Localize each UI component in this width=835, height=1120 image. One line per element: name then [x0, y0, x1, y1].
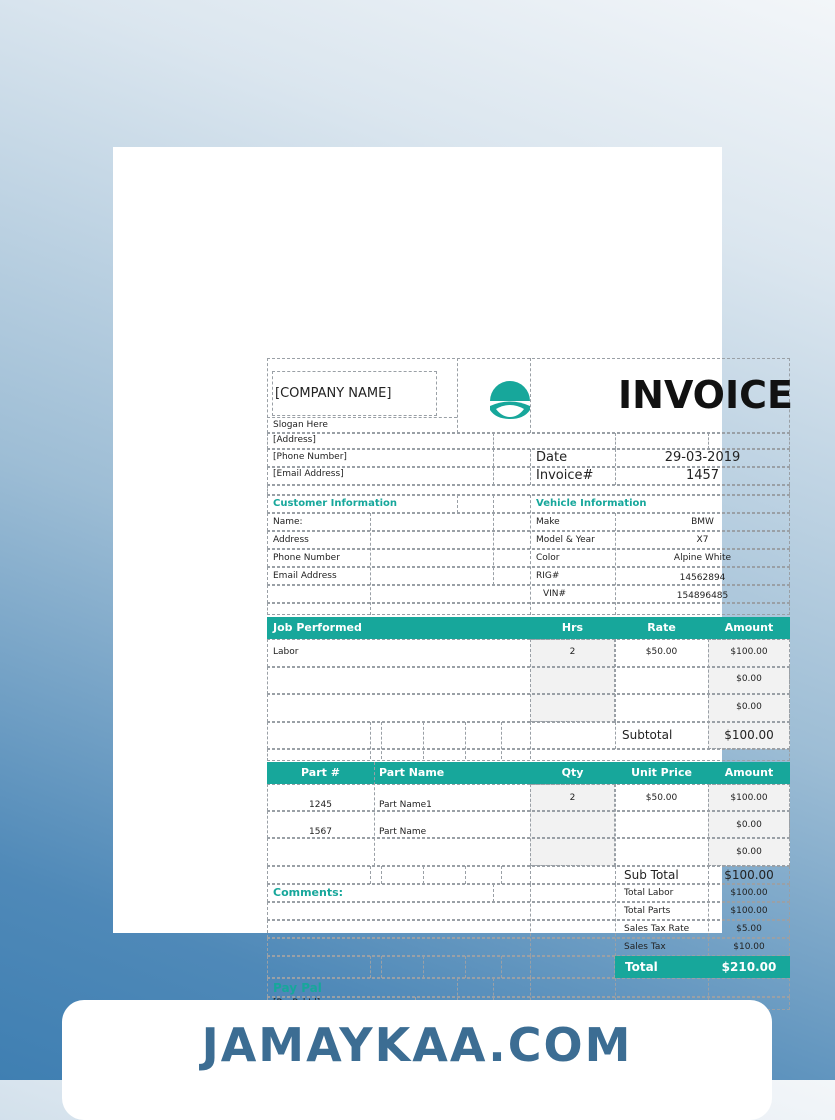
divider — [493, 495, 494, 513]
vehicle-model-label: Model & Year — [536, 535, 595, 545]
divider — [530, 884, 531, 956]
customer-info-heading: Customer Information — [273, 498, 398, 509]
total-label: Total — [625, 960, 658, 974]
job-subtotal-value: $100.00 — [724, 728, 774, 742]
divider — [493, 449, 494, 485]
total-labor-label: Total Labor — [624, 888, 674, 898]
job-row-1-rate: $50.00 — [645, 647, 678, 657]
parts-header-qty: Qty — [561, 766, 584, 779]
paypal-row — [267, 978, 790, 997]
divider — [465, 866, 466, 884]
customer-phone-label: Phone Number — [273, 553, 340, 563]
spacer-row — [267, 749, 790, 761]
divider — [708, 433, 709, 449]
divider — [457, 495, 458, 513]
vehicle-make-value: BMW — [691, 517, 714, 527]
vehicle-vin-label: VIN# — [543, 589, 567, 599]
total-parts-value: $100.00 — [730, 906, 768, 916]
parts-subtotal-value: $100.00 — [724, 868, 774, 882]
divider — [615, 884, 616, 956]
vehicle-rig-label: RIG# — [536, 571, 560, 581]
divider — [501, 956, 502, 978]
vehicle-rig-value: 14562894 — [679, 573, 726, 583]
part-row-1-number: 1245 — [309, 800, 332, 810]
company-phone: [Phone Number] — [273, 452, 347, 462]
part-row-2-amount: $0.00 — [736, 820, 762, 830]
sales-tax-label: Sales Tax — [624, 942, 666, 952]
sales-tax-rate-value: $5.00 — [736, 924, 762, 934]
job-row-1-name: Labor — [273, 647, 299, 657]
divider — [615, 433, 616, 449]
job-row-2-amount: $0.00 — [736, 674, 762, 684]
company-slogan: Slogan Here — [273, 420, 328, 430]
divider — [493, 433, 494, 449]
address-row — [267, 433, 790, 449]
divider — [267, 417, 457, 418]
part-row-2-number: 1567 — [309, 827, 332, 837]
divider — [465, 956, 466, 978]
customer-email-label: Email Address — [273, 571, 337, 581]
vehicle-make-label: Make — [536, 517, 560, 527]
sales-tax-value: $10.00 — [733, 942, 765, 952]
site-banner-text: JAMAYKAA.COM — [201, 1018, 633, 1072]
divider — [370, 513, 371, 615]
invoice-number-label: Invoice# — [536, 468, 594, 483]
parts-header-price: Unit Price — [631, 766, 692, 779]
comments-label: Comments: — [273, 886, 344, 899]
part-row-1-amount: $100.00 — [730, 793, 768, 803]
parts-header-number: Part # — [301, 766, 340, 779]
part-row-1-qty: 2 — [569, 793, 576, 803]
parts-header-amount: Amount — [724, 766, 774, 779]
total-labor-value: $100.00 — [730, 888, 768, 898]
customer-address-label: Address — [273, 535, 309, 545]
job-header-job: Job Performed — [273, 621, 362, 634]
divider — [381, 866, 382, 884]
divider — [493, 884, 494, 902]
vehicle-model-value: X7 — [696, 535, 709, 545]
divider — [370, 956, 371, 978]
divider — [423, 866, 424, 884]
spacer-row — [267, 956, 615, 978]
part-row-1-price: $50.00 — [645, 793, 678, 803]
vehicle-vin-value: 154896485 — [676, 591, 729, 601]
part-row-3-amount: $0.00 — [736, 847, 762, 857]
parts-subtotal-label: Sub Total — [624, 868, 679, 882]
divider — [457, 358, 458, 433]
company-email: [Email Address] — [273, 469, 344, 479]
company-logo-icon — [488, 379, 532, 423]
divider — [423, 956, 424, 978]
divider — [493, 513, 494, 585]
site-banner — [62, 1000, 772, 1120]
job-row-1-hrs: 2 — [569, 647, 576, 657]
sales-tax-rate-label: Sales Tax Rate — [624, 924, 690, 934]
date-label: Date — [536, 450, 568, 465]
vehicle-color-value: Alpine White — [673, 553, 732, 563]
job-row-1-amount: $100.00 — [730, 647, 768, 657]
divider — [530, 866, 531, 884]
total-parts-label: Total Parts — [624, 906, 671, 916]
customer-name-label: Name: — [273, 517, 303, 527]
job-header-rate: Rate — [647, 621, 676, 634]
part-row-1-name: Part Name1 — [379, 800, 432, 810]
divider — [501, 866, 502, 884]
divider — [530, 956, 531, 978]
job-row-3-amount: $0.00 — [736, 702, 762, 712]
date-value: 29-03-2019 — [664, 450, 741, 465]
total-value: $210.00 — [721, 960, 777, 974]
divider — [530, 495, 531, 615]
invoice-sheet — [113, 147, 793, 995]
company-address: [Address] — [273, 435, 316, 445]
vehicle-color-label: Color — [536, 553, 560, 563]
invoice-number-value: 1457 — [685, 468, 720, 483]
part-row-2-name: Part Name — [379, 827, 427, 837]
divider — [370, 866, 371, 884]
invoice-title: INVOICE — [618, 373, 793, 417]
spacer-row — [267, 485, 790, 495]
job-header-hrs: Hrs — [561, 621, 584, 634]
divider — [530, 449, 531, 485]
invoice-document — [267, 358, 793, 1010]
divider — [381, 956, 382, 978]
divider — [615, 722, 616, 749]
job-subtotal-label: Subtotal — [622, 728, 673, 742]
company-name: [COMPANY NAME] — [275, 386, 392, 401]
spacer-row — [267, 603, 790, 615]
vehicle-info-heading: Vehicle Information — [536, 498, 647, 509]
paypal-label: Pay Pal — [273, 981, 322, 995]
parts-header-name: Part Name — [379, 766, 445, 779]
job-header-amount: Amount — [724, 621, 774, 634]
divider — [615, 866, 616, 884]
